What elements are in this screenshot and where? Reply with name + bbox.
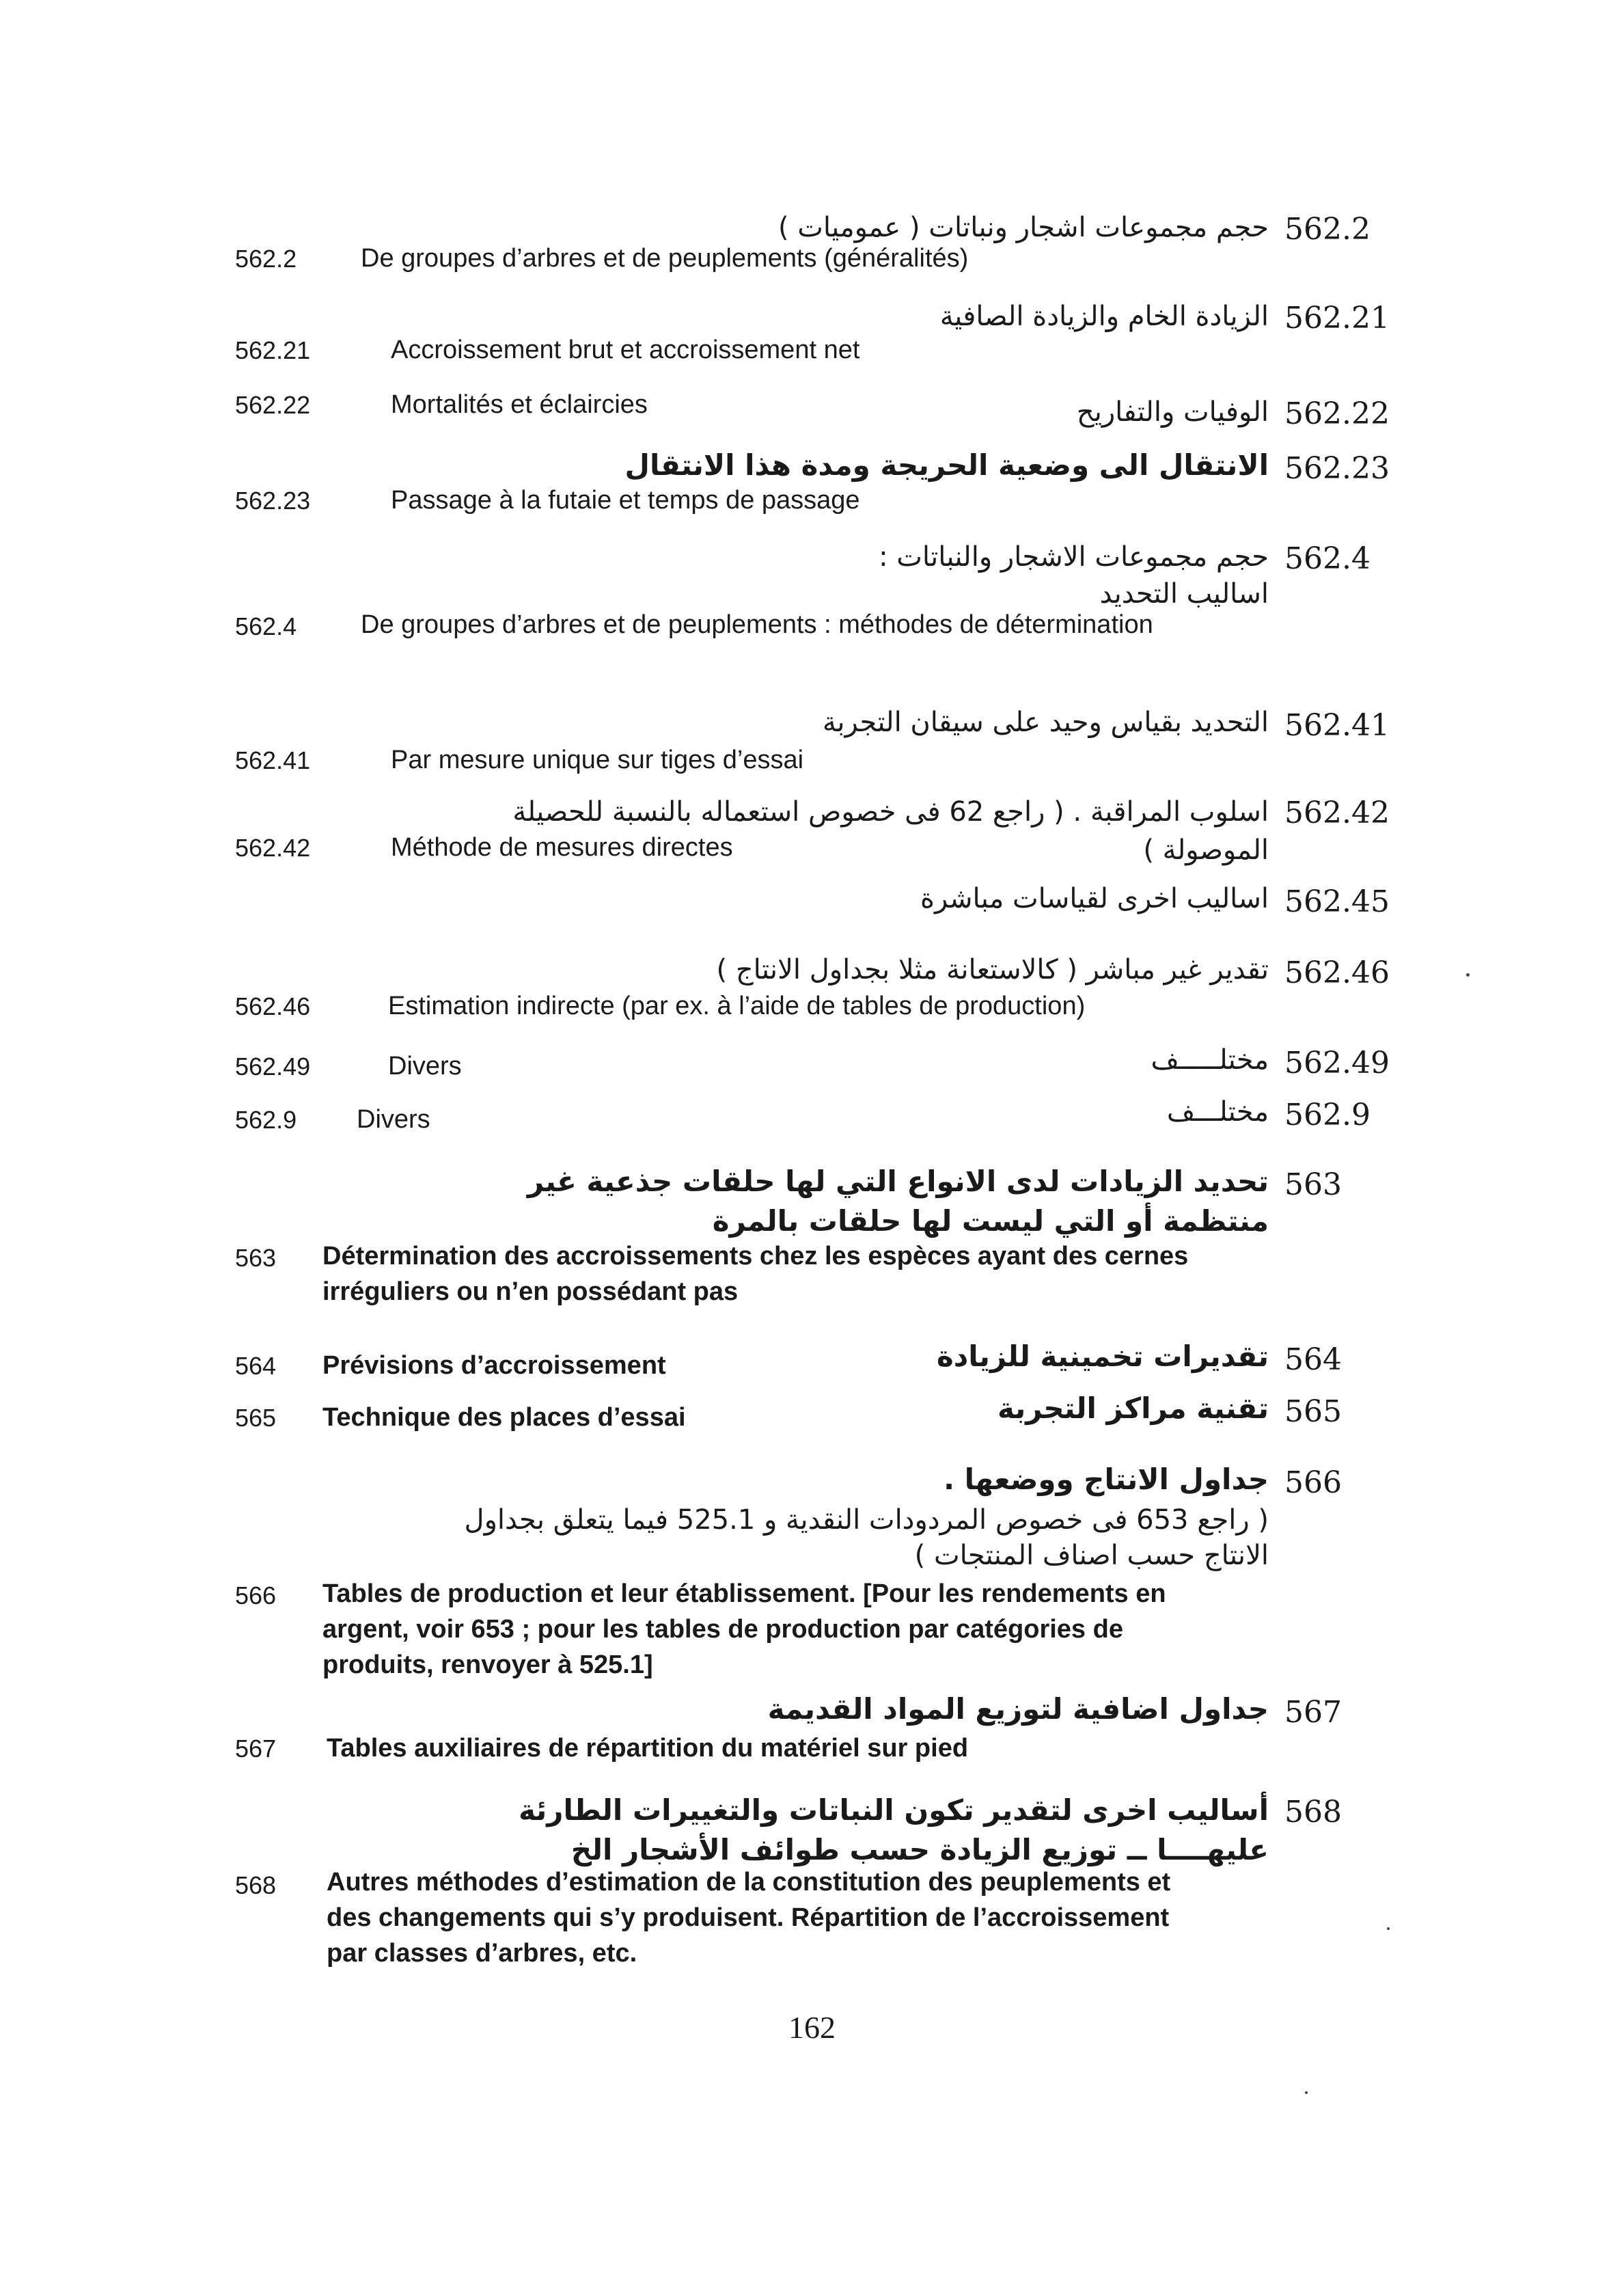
french-code: 562.9 [235, 1106, 297, 1134]
arabic-code: 562.4 [1284, 541, 1371, 576]
french-code: 562.46 [235, 992, 311, 1020]
french-code: 565 [235, 1404, 277, 1432]
french-code: 562.23 [235, 487, 311, 515]
arabic-code: 567 [1284, 1695, 1342, 1730]
arabic-heading: الوفيات والتفاريح [1076, 396, 1269, 428]
french-heading: Tables de production et leur établissement. [Pour les rendements en argent, voir 653 ; pour les tables de production par catégories de produits, renvoyer à 525.1] [322, 1579, 1166, 1679]
arabic-code: 562.22 [1284, 396, 1390, 431]
french-code: 562.22 [235, 391, 311, 419]
arabic-heading: تقدير غير مباشر ( كالاستعانة مثلا بجداول الانتاج ) [716, 954, 1269, 985]
arabic-heading: اساليب اخرى لقياسات مباشرة [920, 883, 1269, 914]
arabic-heading: الانتقال الى وضعية الحريجة ومدة هذا الانتقال [624, 448, 1269, 482]
french-code: 566 [235, 1581, 277, 1609]
scan-speck [1305, 2091, 1308, 2094]
french-heading: Prévisions d’accroissement [322, 1351, 666, 1380]
french-heading: Mortalités et éclaircies [391, 390, 648, 419]
arabic-heading: حجم مجموعات الاشجار والنباتات : اساليب التحديد [879, 541, 1269, 610]
french-code: 564 [235, 1352, 277, 1380]
arabic-heading: مختلـــــف [1151, 1044, 1269, 1076]
french-code: 563 [235, 1244, 277, 1272]
arabic-code: 562.41 [1284, 708, 1390, 743]
french-code: 567 [235, 1735, 277, 1763]
arabic-code: 562.21 [1284, 301, 1390, 336]
arabic-heading: اسلوب المراقبة . ( راجع 62 فى خصوص استعماله بالنسبة للحصيلة الموصولة ) [512, 796, 1269, 866]
arabic-code: 568 [1284, 1795, 1342, 1830]
arabic-heading: الزيادة الخام والزيادة الصافية [939, 301, 1269, 332]
french-code: 562.21 [235, 336, 311, 364]
french-heading: Divers [388, 1052, 462, 1080]
french-heading: Méthode de mesures directes [391, 833, 733, 862]
arabic-code: 562.49 [1284, 1046, 1390, 1080]
arabic-code: 562.42 [1284, 796, 1390, 830]
french-heading: De groupes d’arbres et de peuplements : méthodes de détermination [361, 610, 1153, 639]
french-code: 568 [235, 1871, 277, 1899]
french-code: 562.2 [235, 245, 297, 273]
french-heading: Estimation indirecte (par ex. à l’aide de tables de production) [388, 992, 1086, 1020]
arabic-code: 565 [1284, 1394, 1342, 1429]
scan-speck [1387, 1927, 1390, 1930]
arabic-heading: جداول الانتاج ووضعها . [944, 1463, 1269, 1496]
french-heading: Accroissement brut et accroissement net [391, 336, 860, 364]
arabic-heading: تقنية مراكز التجربة [997, 1391, 1269, 1425]
arabic-code: 562.46 [1284, 955, 1390, 990]
french-heading: Technique des places d’essai [322, 1403, 686, 1432]
french-heading: De groupes d’arbres et de peuplements (généralités) [361, 244, 969, 273]
arabic-heading: مختلـــف [1166, 1096, 1269, 1128]
page-number: 162 [788, 2010, 836, 2045]
arabic-note: ( راجع 653 فى خصوص المردودات النقدية و 525.1 فيما يتعلق بجداول الانتاج حسب اصناف المنتجات ) [464, 1504, 1269, 1571]
french-heading: Par mesure unique sur tiges d’essai [391, 746, 804, 774]
arabic-heading: تحديد الزيادات لدى الانواع التي لها حلقات جذعية غير منتظمة أو التي ليست لها حلقات بالمرة [527, 1165, 1269, 1238]
arabic-heading: تقديرات تخمينية للزيادة [936, 1340, 1269, 1373]
french-heading: Divers [357, 1105, 430, 1134]
arabic-code: 566 [1284, 1465, 1342, 1500]
french-code: 562.41 [235, 746, 311, 774]
arabic-code: 562.45 [1284, 884, 1390, 919]
arabic-code: 562.9 [1284, 1098, 1371, 1132]
french-heading: Tables auxiliaires de répartition du matériel sur pied [327, 1734, 969, 1763]
french-heading: Détermination des accroissements chez les espèces ayant des cernes irréguliers ou n’en possédant pas [322, 1242, 1189, 1306]
arabic-code: 562.2 [1284, 212, 1371, 247]
french-code: 562.49 [235, 1052, 311, 1080]
arabic-heading: التحديد بقياس وحيد على سيقان التجربة [822, 707, 1269, 738]
arabic-code: 562.23 [1284, 451, 1390, 486]
arabic-heading: حجم مجموعات اشجار ونباتات ( عموميات ) [777, 212, 1269, 243]
arabic-heading: أساليب اخرى لتقدير تكون النباتات والتغييرات الطارئة عليهــــا ــ توزيع الزيادة حسب طوائف الأشجار الخ [519, 1793, 1269, 1866]
french-code: 562.4 [235, 612, 297, 640]
french-code: 562.42 [235, 834, 311, 862]
arabic-heading: جداول اضافية لتوزيع المواد القديمة [767, 1692, 1269, 1726]
french-heading: Autres méthodes d’estimation de la constitution des peuplements et des changements qui s’y produisent. Répartition de l’accroissement par classes d’arbres, etc. [327, 1868, 1171, 1968]
arabic-code: 564 [1284, 1342, 1342, 1377]
french-heading: Passage à la futaie et temps de passage [391, 486, 860, 515]
arabic-code: 563 [1284, 1167, 1342, 1202]
scan-speck [1466, 973, 1470, 977]
